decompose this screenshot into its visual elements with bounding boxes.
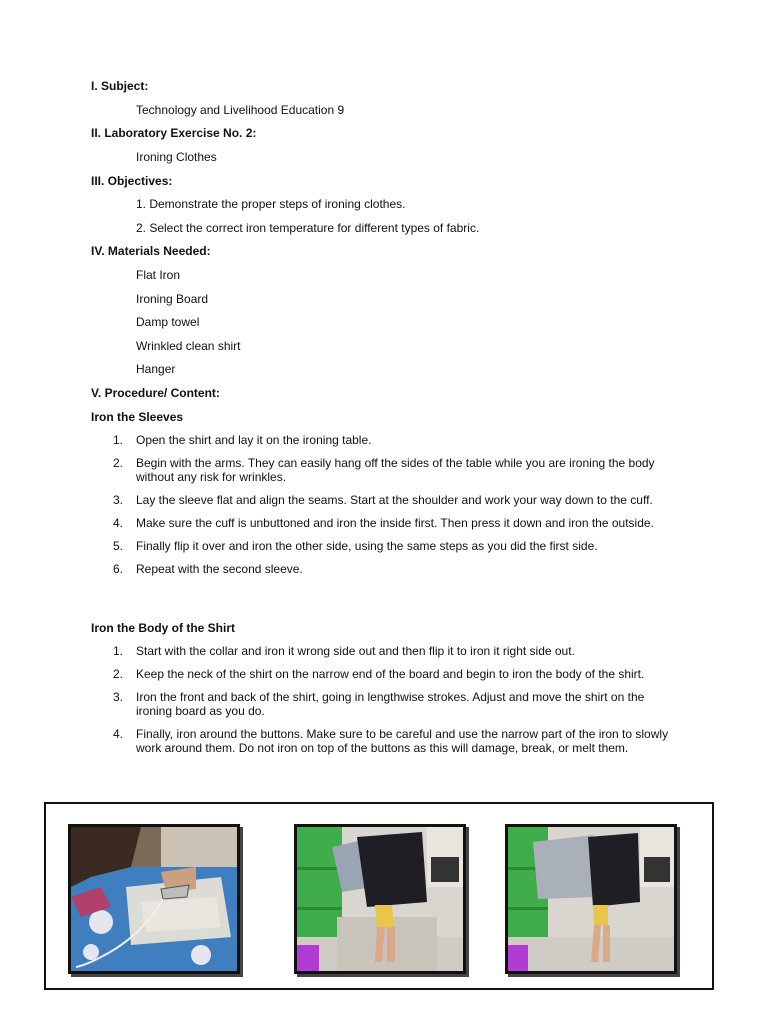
materials-heading: IV. Materials Needed:	[91, 244, 211, 258]
hanging-shirt-photo-1	[294, 824, 466, 974]
list-item	[0, 539, 676, 553]
step-text: Iron the front and back of the shirt, going in lengthwise strokes. Adjust and move the shirt on the ironing board as you do.	[136, 690, 645, 718]
list-item	[0, 562, 676, 576]
list-item	[0, 493, 676, 507]
step-text: Begin with the arms. They can easily hang off the sides of the table while you are ironing the body without any risk for wrinkles.	[136, 456, 655, 484]
step-number: 5.	[113, 539, 124, 553]
objective-item: 2. Select the correct iron temperature for different types of fabric.	[136, 221, 480, 235]
list-item	[0, 516, 676, 530]
list-item	[0, 433, 676, 447]
step-text: Finally, iron around the buttons. Make sure to be careful and use the narrow part of the iron to slowly work around them. Do not iron on top of the buttons as this will damage, break, or melt them.	[136, 727, 669, 755]
step-number: 2.	[113, 456, 124, 470]
step-number: 1.	[113, 644, 124, 658]
lab-value: Ironing Clothes	[136, 150, 217, 164]
hanging-shirt-image	[297, 827, 463, 971]
step-text: Lay the sleeve flat and align the seams. Start at the shoulder and work your way down to the cuff.	[136, 493, 653, 507]
step-number: 6.	[113, 562, 124, 576]
subject-value: Technology and Livelihood Education 9	[136, 103, 345, 117]
material-item: Damp towel	[136, 315, 200, 329]
list-item	[0, 456, 676, 484]
sleeves-heading: Iron the Sleeves	[91, 410, 184, 424]
step-text: Make sure the cuff is unbuttoned and iron the inside first. Then press it down and iron the outside.	[136, 516, 654, 530]
step-number: 2.	[113, 667, 124, 681]
hanging-shirt-image	[508, 827, 674, 971]
procedure-heading: V. Procedure/ Content:	[91, 386, 220, 400]
step-number: 1.	[113, 433, 124, 447]
list-item	[0, 667, 676, 681]
material-item: Flat Iron	[136, 268, 181, 282]
list-item	[0, 644, 676, 658]
body-steps-list	[0, 644, 768, 764]
photo-gallery	[44, 802, 714, 990]
step-text: Keep the neck of the shirt on the narrow end of the board and begin to iron the body of the shirt.	[136, 667, 645, 681]
step-text: Start with the collar and iron it wrong side out and then flip it to iron it right side out.	[136, 644, 575, 658]
step-text: Open the shirt and lay it on the ironing table.	[136, 433, 372, 447]
step-number: 3.	[113, 690, 124, 704]
step-number: 4.	[113, 516, 124, 530]
ironing-shirt-photo	[68, 824, 240, 974]
material-item: Wrinkled clean shirt	[136, 339, 241, 353]
objectives-heading: III. Objectives:	[91, 174, 173, 188]
list-item	[0, 690, 676, 718]
hanging-shirt-photo-2	[505, 824, 677, 974]
step-number: 4.	[113, 727, 124, 741]
step-number: 3.	[113, 493, 124, 507]
material-item: Hanger	[136, 362, 176, 376]
body-heading: Iron the Body of the Shirt	[91, 621, 235, 635]
subject-heading: I. Subject:	[91, 79, 149, 93]
step-text: Repeat with the second sleeve.	[136, 562, 303, 576]
sleeves-steps-list	[0, 433, 768, 585]
list-item	[0, 727, 676, 755]
material-item: Ironing Board	[136, 292, 209, 306]
ironing-shirt-image	[71, 827, 237, 971]
lab-heading: II. Laboratory Exercise No. 2:	[91, 126, 257, 140]
objective-item: 1. Demonstrate the proper steps of ironing clothes.	[136, 197, 406, 211]
step-text: Finally flip it over and iron the other side, using the same steps as you did the first side.	[136, 539, 598, 553]
